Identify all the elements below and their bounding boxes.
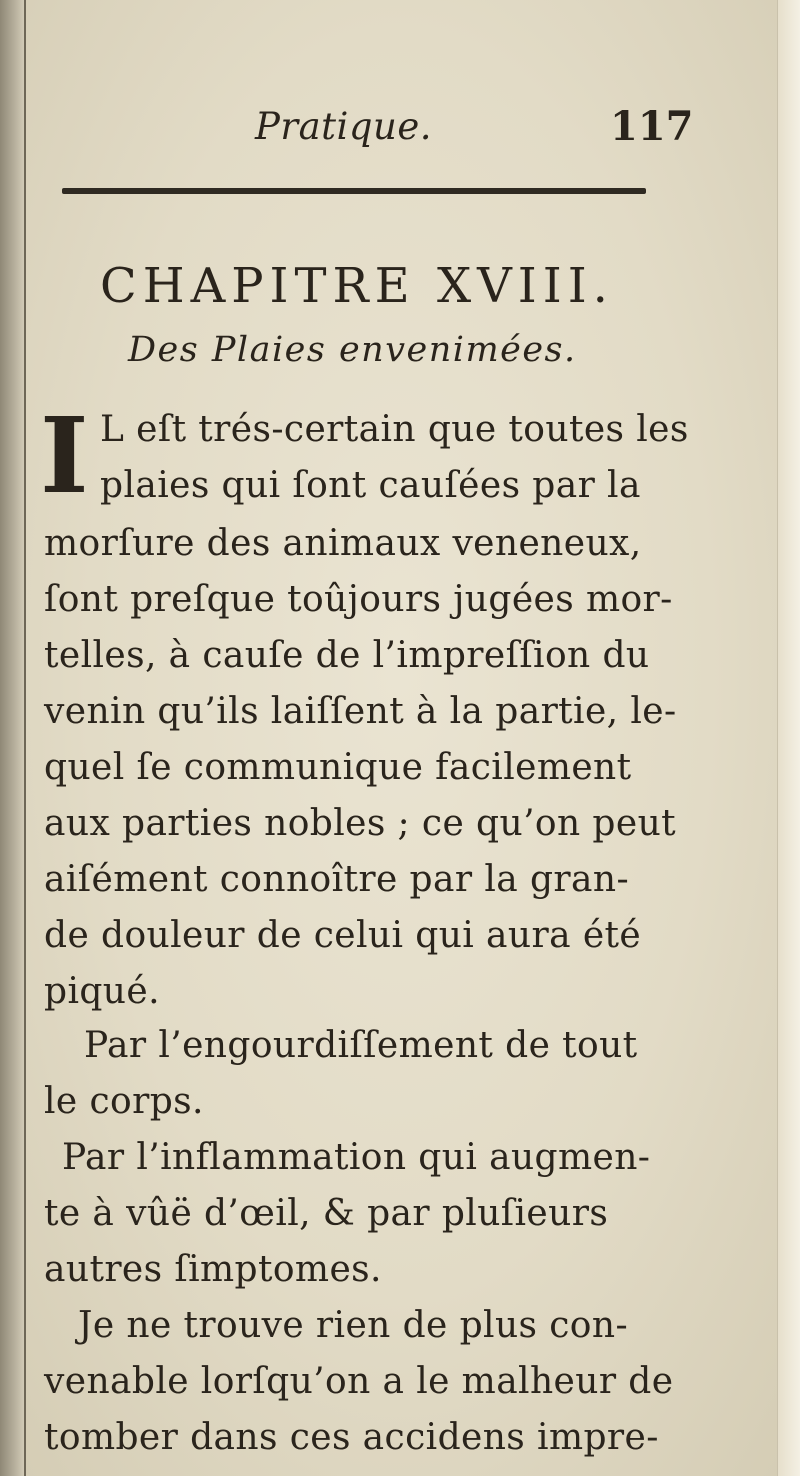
- binding-line: [24, 0, 26, 1476]
- page-number: 117: [610, 103, 694, 150]
- text-line: Par l’inflammation qui augmen-: [62, 1137, 651, 1178]
- text-line: ſont preſque toûjours jugées mor-: [44, 579, 673, 620]
- text-line: aiſément connoître par la gran-: [44, 859, 630, 900]
- drop-initial: I: [40, 394, 89, 517]
- text-line: piqué.: [44, 971, 160, 1012]
- text-line: le corps.: [44, 1081, 204, 1122]
- text-line: quel ſe communique facilement: [44, 747, 632, 788]
- text-line: aux parties nobles ; ce qu’on peut: [44, 803, 677, 844]
- text-line: Je ne trouve rien de plus con-: [78, 1305, 629, 1346]
- text-line: venable lorſqu’on a le malheur de: [44, 1361, 674, 1402]
- text-line: venin qu’ils laiſſent à la partie, le-: [44, 691, 677, 732]
- section-title: Des Plaies envenimées.: [128, 330, 577, 370]
- page-edge: [777, 0, 800, 1476]
- text-line: te à vûë d’œil, & par pluſieurs: [44, 1193, 609, 1234]
- chapter-title: CHAPITRE XVIII.: [100, 258, 614, 314]
- text-line: Par l’engourdiſſement de tout: [84, 1025, 638, 1066]
- text-line: morſure des animaux veneneux,: [44, 523, 642, 564]
- running-head: Pratique.: [255, 105, 433, 148]
- text-line: L eſt trés-certain que toutes les: [100, 409, 689, 450]
- text-line: autres ſimptomes.: [44, 1249, 382, 1290]
- header-rule: [62, 188, 646, 194]
- text-line: telles, à cauſe de l’impreſſion du: [44, 635, 650, 676]
- text-line: plaies qui ſont cauſées par la: [100, 465, 641, 506]
- binding-gutter: [0, 0, 26, 1476]
- text-line: tomber dans ces accidens impre-: [44, 1417, 659, 1458]
- text-line: de douleur de celui qui aura été: [44, 915, 642, 956]
